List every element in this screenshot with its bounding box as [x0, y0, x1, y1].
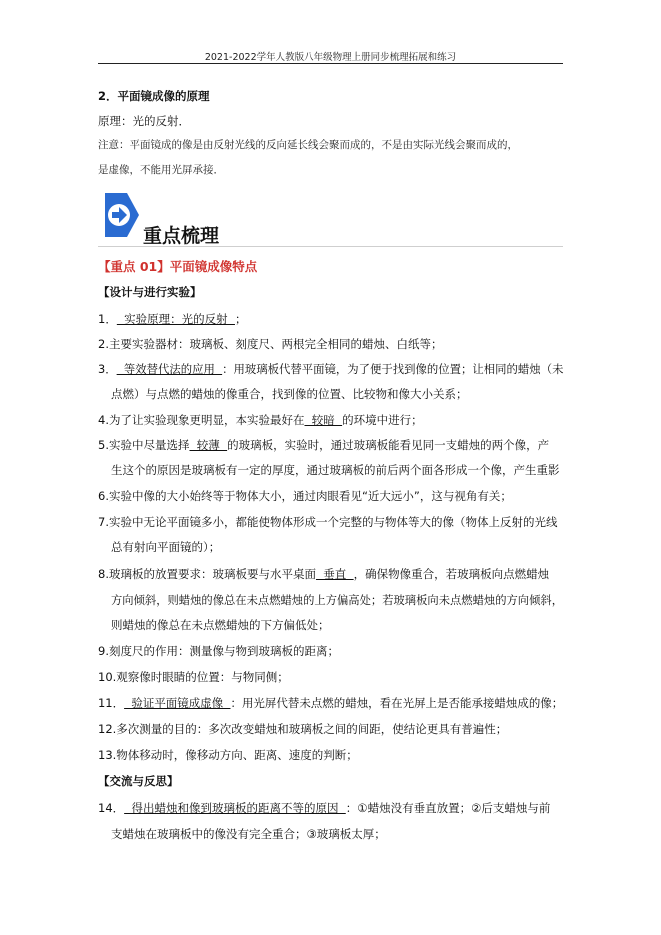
list-item: 8.玻璃板的放置要求：玻璃板要与水平桌面 垂直 ，确保物像重合，若玻璃板向点燃蜡烛	[98, 567, 550, 581]
list-item: 6.实验中像的大小始终等于物体大小，通过肉眼看见“近大远小”，这与视角有关；	[98, 489, 512, 503]
list-item: 5.实验中尽量选择 较薄 的玻璃板，实验时，通过玻璃板能看见同一支蜡烛的两个像，产	[98, 438, 550, 452]
design-heading: 【设计与进行实验】	[98, 285, 202, 299]
answer-blank: 较薄	[189, 438, 228, 452]
list-item-continuation: 点燃）与点燃的蜡烛的像重合，找到像的位置、比较物和像大小关系；	[111, 387, 468, 401]
list-item: 11． 验证平面镜成虚像 ：用光屏代替未点燃的蜡烛，看在光屏上是否能承接蜡烛成的像；	[98, 696, 564, 710]
list-item: 9.刻度尺的作用：测量像与物到玻璃板的距离；	[98, 644, 339, 658]
answer-blank: 验证平面镜成虚像	[124, 696, 231, 710]
keypoint-title: 【重点 01】平面镜成像特点	[98, 259, 258, 274]
list-item: 14． 得出蜡烛和像到玻璃板的距离不等的原因 ：①蜡烛没有垂直放置；②后支蜡烛与前	[98, 801, 551, 815]
header-rule	[98, 63, 563, 64]
subsection-heading: 2．平面镜成像的原理	[98, 89, 210, 103]
answer-blank: 垂直	[315, 567, 354, 581]
list-item: 7.实验中无论平面镜多小，都能使物体形成一个完整的与物体等大的像（物体上反射的光线	[98, 515, 558, 529]
note-line-2: 是虚像，不能用光屏承接．	[98, 164, 224, 176]
answer-blank: 较暗	[304, 413, 343, 427]
list-item: 12.多次测量的目的：多次改变蜡烛和玻璃板之间的间距，使结论更具有普遍性；	[98, 722, 508, 736]
list-item: 13.物体移动时，像移动方向、距离、速度的判断；	[98, 748, 358, 762]
answer-blank: 得出蜡烛和像到玻璃板的距离不等的原因	[124, 801, 346, 815]
list-item-continuation: 生这个的原因是玻璃板有一定的厚度，通过玻璃板的前后两个面各形成一个像，产生重影	[111, 463, 560, 477]
list-item: 2.主要实验器材：玻璃板、刻度尺、两根完全相同的蜡烛、白纸等；	[98, 337, 443, 351]
arrow-right-icon	[101, 191, 141, 239]
list-item-continuation: 总有射向平面镜的）；	[111, 540, 221, 554]
section-rule	[98, 246, 563, 247]
list-item: 3． 等效替代法的应用 ：用玻璃板代替平面镜，为了便于找到像的位置；让相同的蜡烛（未	[98, 362, 564, 376]
list-item: 1． 实验原理：光的反射 ；	[98, 312, 247, 326]
list-item-continuation: 则蜡烛的像总在未点燃蜡烛的下方偏低处；	[111, 618, 330, 632]
list-item-continuation: 方向倾斜，则蜡烛的像总在未点燃蜡烛的上方偏高处；若玻璃板向未点燃蜡烛的方向倾斜，	[111, 593, 563, 607]
note-line-1: 注意：平面镜成的像是由反射光线的反向延长线会聚而成的，不是由实际光线会聚而成的，	[98, 139, 518, 151]
answer-blank: 实验原理：光的反射	[116, 312, 235, 326]
section-title: 重点梳理	[143, 225, 220, 247]
list-item: 10.观察像时眼睛的位置：与物同侧；	[98, 670, 289, 684]
list-item-continuation: 支蜡烛在玻璃板中的像没有完全重合；③玻璃板太厚；	[111, 827, 386, 841]
answer-blank: 等效替代法的应用	[116, 362, 223, 376]
list-item: 4.为了让实验现象更明显，本实验最好在 较暗 的环境中进行；	[98, 413, 423, 427]
principle-text: 原理：光的反射．	[98, 114, 190, 128]
running-header: 2021-2022学年人教版八年级物理上册同步梳理拓展和练习	[204, 52, 457, 63]
exchange-heading: 【交流与反思】	[98, 774, 179, 788]
